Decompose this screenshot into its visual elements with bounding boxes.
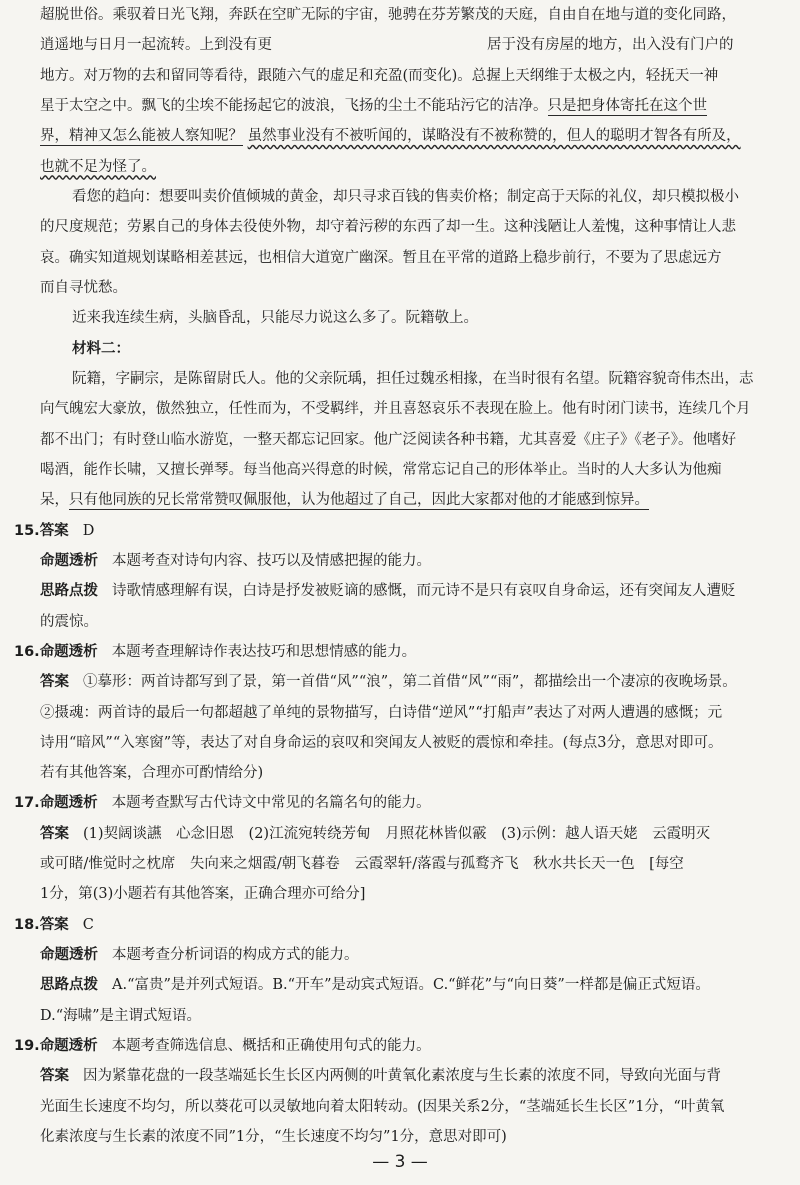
q17-answer-cont: 或可睹/惟觉时之枕席 失向来之烟霞/朝飞暮卷 云霞翠轩/落霞与孤鹜齐飞 秋水共长天一色 [每空	[40, 856, 684, 873]
q17-analysis: 17.命题透析 本题考查默写古代诗文中常见的名篇名句的能力。	[14, 795, 431, 812]
q15-answer: 15.答案 D	[14, 522, 95, 539]
q19-answer: 答案 因为紧靠花盘的一段茎端延长生长区内两侧的叶黄氧化素浓度与生长素的浓度不同，导致向光面与背	[40, 1068, 721, 1085]
paragraph-line: 而自寻忧愁。	[40, 279, 127, 296]
underlined-sentence: 只有他同族的兄长常常赞叹佩服他，认为他超过了自己，因此大家都对他的才能感到惊异。	[69, 492, 649, 509]
q18-hint-cont: D.“海啸”是主谓式短语。	[40, 1007, 202, 1024]
wavy-underlined-sentence: 虽然事业没有不被听闻的，谋略没有不被称赞的，但人的聪明才智各有所及，	[247, 128, 741, 145]
q15-hint-cont: 的震惊。	[40, 613, 98, 630]
q19-analysis: 19.命题透析 本题考查筛选信息、概括和正确使用句式的能力。	[14, 1038, 431, 1054]
q16-answer-cont: ②摄魂：两首诗的最后一句都超越了单纯的景物描写，白诗借“逆风”“打船声”表达了对两人遭遇的感慨；元	[40, 704, 723, 721]
text-line: 地方。对万物的去和留同等看待，跟随六气的虚足和充盈(而变化)。总握上天纲维于太极之内，轻抚天一神	[40, 67, 719, 84]
q19-answer-cont: 化素浓度与生长素的浓度不同”1分，“生长速度不均匀”1分，意思对即可)	[40, 1129, 507, 1145]
text-line: 超脱世俗。乘驭着日光飞翔，奔跃在空旷无际的宇宙，驰骋在芬芳繁茂的天庭，自由自在地与道的变化同路，	[40, 7, 736, 23]
material2-line: 阮籍，字嗣宗，是陈留尉氏人。他的父亲阮瑀，担任过魏丞相掾，在当时很有名望。阮籍容貌奇伟杰出，志	[72, 370, 754, 387]
q17-answer-cont: 1分，第(3)小题若有其他答案，正确合理亦可给分]	[40, 886, 366, 903]
paragraph-line: 的尺度规范；劳累自己的身体去役使外物，却守着污秽的东西了却一生。这种浅陋让人羞愧，这种事情让人悲	[40, 219, 736, 236]
paragraph-line: 近来我连续生病，头脑昏乱，只能尽力说这么多了。阮籍敬上。	[72, 310, 478, 327]
q18-analysis: 命题透析 本题考查分析词语的构成方式的能力。	[40, 947, 359, 964]
q18-hint: 思路点拨 A.“富贵”是并列式短语。B.“开车”是动宾式短语。C.“鲜花”与“向日葵”一样都是偏正式短语。	[40, 977, 710, 994]
paragraph-line: 看您的趋向：想要叫卖价值倾城的黄金，却只寻求百钱的售卖价格；制定高于天际的礼仪，却只模拟极小	[72, 188, 739, 205]
material2-line: 向气魄宏大豪放，傲然独立，任性而为，不受羁绊，并且喜怒哀乐不表现在脸上。他有时闭门读书，连续几个月	[40, 401, 751, 418]
q15-analysis: 命题透析 本题考查对诗句内容、技巧以及情感把握的能力。	[40, 552, 431, 569]
q15-hint: 思路点拨 诗歌情感理解有误，白诗是抒发被贬谪的感慨，而元诗不是只有哀叹自身命运，还有突闻友人遭贬	[40, 583, 736, 600]
page-number: — 3 —	[372, 1152, 428, 1172]
q19-answer-cont: 光面生长速度不均匀，所以葵花可以灵敏地向着太阳转动。(因果关系2分，“茎端延长生长区”1分，“叶黄氧	[40, 1098, 725, 1115]
q16-answer: 答案 ①摹形：两首诗都写到了景，第一首借“风”“浪”，第二首借“风”“雨”，都描绘出一个凄凉的夜晚场景。	[40, 674, 737, 691]
q18-answer: 18.答案 C	[14, 916, 94, 933]
q16-analysis: 16.命题透析 本题考查理解诗作表达技巧和思想情感的能力。	[14, 643, 417, 660]
underlined-sentence: 只是把身体寄托在这个世	[547, 98, 707, 114]
paragraph-line: 哀。确实知道规划谋略相差甚远，也相信大道宽广幽深。暂且在平常的道路上稳步前行，不要为了思虑远方	[40, 249, 722, 266]
text-line: 也就不足为怪了。	[40, 158, 156, 175]
q16-answer-cont: 诗用“暗风”“入寒窗”等，表达了对自身命运的哀叹和突闻友人被贬的震惊和牵挂。(每点3分，意思对即可。	[40, 734, 723, 751]
q16-answer-cont: 若有其他答案，合理亦可酌情给分)	[40, 765, 264, 782]
material2-line: 喝酒，能作长啸，又擅长弹琴。每当他高兴得意的时候，常常忘记自己的形体举止。当时的人大多认为他痴	[40, 461, 722, 478]
q17-answer: 答案 (1)契阔谈讌 心念旧恩 (2)江流宛转绕芳甸 月照花林皆似霰 (3)示例：越人语天姥 云霞明灭	[40, 825, 711, 842]
text-line: 逍遥地与日月一起流转。上到没有更 居于没有房屋的地方，出入没有门户的	[40, 37, 734, 54]
text-line: 界，精神又怎么能被人察知呢？ 虽然事业没有不被听闻的，谋略没有不被称赞的，但人的聪明才智各有所及，	[40, 128, 741, 145]
material2-line: 呆，只有他同族的兄长常常赞叹佩服他，认为他超过了自己，因此大家都对他的才能感到惊异。	[40, 492, 649, 509]
material2-line: 都不出门；有时登山临水游览，一整天都忘记回家。他广泛阅读各种书籍，尤其喜爱《庄子》《老子》。他嗜好	[40, 431, 736, 448]
text-line: 星于太空之中。飘飞的尘埃不能扬起它的波浪，飞扬的尘土不能玷污它的洁净。只是把身体寄托在这个世	[40, 98, 707, 114]
material2-title: 材料二：	[72, 340, 130, 357]
